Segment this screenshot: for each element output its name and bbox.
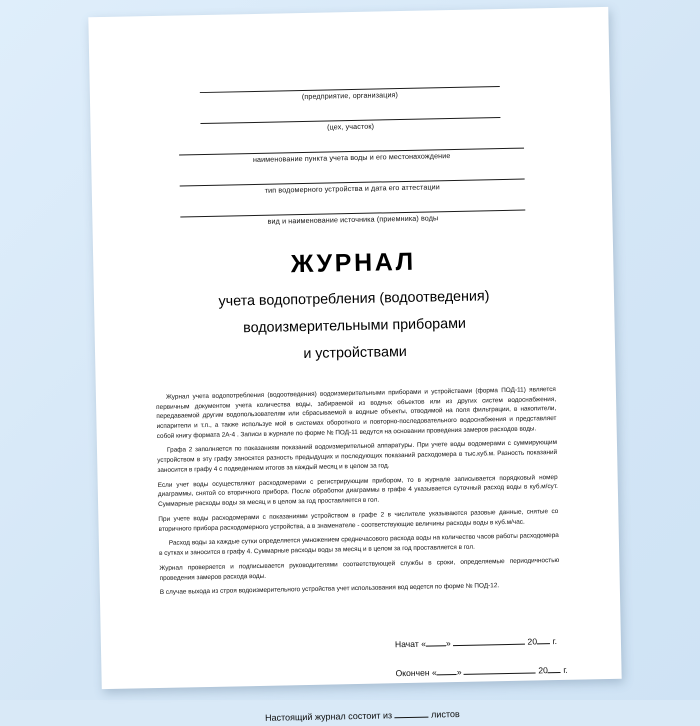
document-title xyxy=(151,246,557,366)
end-year-suffix: г. xyxy=(563,664,568,675)
header-field-water-source xyxy=(180,199,525,228)
start-day-field[interactable] xyxy=(426,636,446,646)
body-paragraph: Графа 2 заполняется по показаниям показаний водоизмерительной аппаратуры. При учете воды водомерами с суммирующим устройством в эту графу заносятся разность предыдущих и последующих показаний расходомера в тыс.куб.м. Разность показаний заносится в графу 4 с подведением итогов за каждый месяц и в целом за год. xyxy=(157,439,558,474)
page-count-suffix: листов xyxy=(431,709,460,720)
document-body xyxy=(154,385,562,598)
body-paragraph: В случае выхода из строя водоизмерительного устройства учет использования вод ведется по форме № ПОД-12. xyxy=(159,582,500,597)
header-field-caption: (цех, участок) xyxy=(327,121,375,132)
header-field-caption: (предприятие, организация) xyxy=(301,90,399,102)
body-paragraph: Расход воды за каждые сутки определяется умножением среднечасового расхода воды на количество часов работы расходомера в сутках и заносится в графу 4. Суммарные расходы воды за месяц и в целом за год проставляется в гол. xyxy=(159,532,559,558)
header-field-caption: вид и наименование источника (приемника) воды xyxy=(267,213,439,226)
end-month-field[interactable] xyxy=(464,663,536,674)
title-main: ЖУРНАЛ xyxy=(290,247,417,279)
header-field-location xyxy=(179,137,524,166)
end-year-field[interactable] xyxy=(548,663,561,673)
start-month-field[interactable] xyxy=(453,635,525,646)
header-field-caption: наименование пункта учета воды и его местонахождение xyxy=(252,151,451,165)
title-sub-1: учета водопотребления (водоотведения) xyxy=(218,287,490,310)
start-year-field[interactable] xyxy=(537,634,550,644)
body-paragraph: Журнал проверяется и подписывается руководителями соответствующей службы в сроки, определяемые периодичностью проведения замеров расхода воды. xyxy=(159,556,560,582)
header-fields xyxy=(200,75,503,227)
body-paragraph: При учете воды расходомерами с показаниями устройством в графе 2 в числителе указываются разовые данные, снятые со вторичного прибора расходомерного устройства, а в знаменателе - соответствующие величины расходы воды в куб.м/час. xyxy=(158,507,559,533)
page-count-line xyxy=(160,705,564,725)
header-field-workshop xyxy=(200,106,500,134)
page-count-prefix: Настоящий журнал состоит из xyxy=(264,710,393,723)
quote-open: « xyxy=(421,638,427,649)
page-count-field[interactable] xyxy=(394,708,428,719)
quote-open: « xyxy=(431,667,437,678)
body-paragraph: Если учет воды осуществляют расходомерами с регистрирующим прибором, то в журнале записывается порядковый номер диаграммы, снятой со вторичного прибора. После обработки диаграммы в графе 4 указывается суточный расход воды в куб.м/сут. Суммарные расходы воды за месяц и в целом за год проставляется в гол. xyxy=(157,473,558,509)
title-sub-3: и устройствами xyxy=(303,344,407,363)
end-year-prefix: 20 xyxy=(538,665,548,676)
end-date-row xyxy=(395,663,568,679)
start-label: Начат xyxy=(394,638,419,650)
header-field-caption: тип водомерного устройства и дата его аттестации xyxy=(264,182,440,195)
header-field-device-type xyxy=(179,168,524,197)
body-paragraph: Журнал учета водопотребления (водоотведения) водоизмерительными приборами и устройствами (форма ПОД-11) является первичным документом учета количества воды, забираемой из водных объектов или из других систем водоснабжения, передаваемой другим водопользователям или сбрасываемой в водные объекты, отводимой на поля фильтрации, в накопители, испарители и т.п., а также используе мой в системах оборотного и повторно-последовательного водоснабжения и представляет собой книгу формата 2А-4 . Записи в журнале по форме № ПОД-11 ведутся на основании проведения замеров расходов воды. xyxy=(156,385,557,440)
header-field-enterprise xyxy=(200,75,500,103)
end-day-field[interactable] xyxy=(437,665,457,675)
start-year-suffix: г. xyxy=(552,636,558,647)
quote-close: » xyxy=(445,638,451,649)
start-date-row xyxy=(395,634,563,649)
title-sub-2: водоизмерительными приборами xyxy=(243,315,467,337)
quote-close: » xyxy=(456,666,462,678)
end-label: Окончен xyxy=(395,667,430,679)
document-page xyxy=(88,7,621,723)
signature-block xyxy=(159,634,568,683)
start-year-prefix: 20 xyxy=(527,636,538,647)
